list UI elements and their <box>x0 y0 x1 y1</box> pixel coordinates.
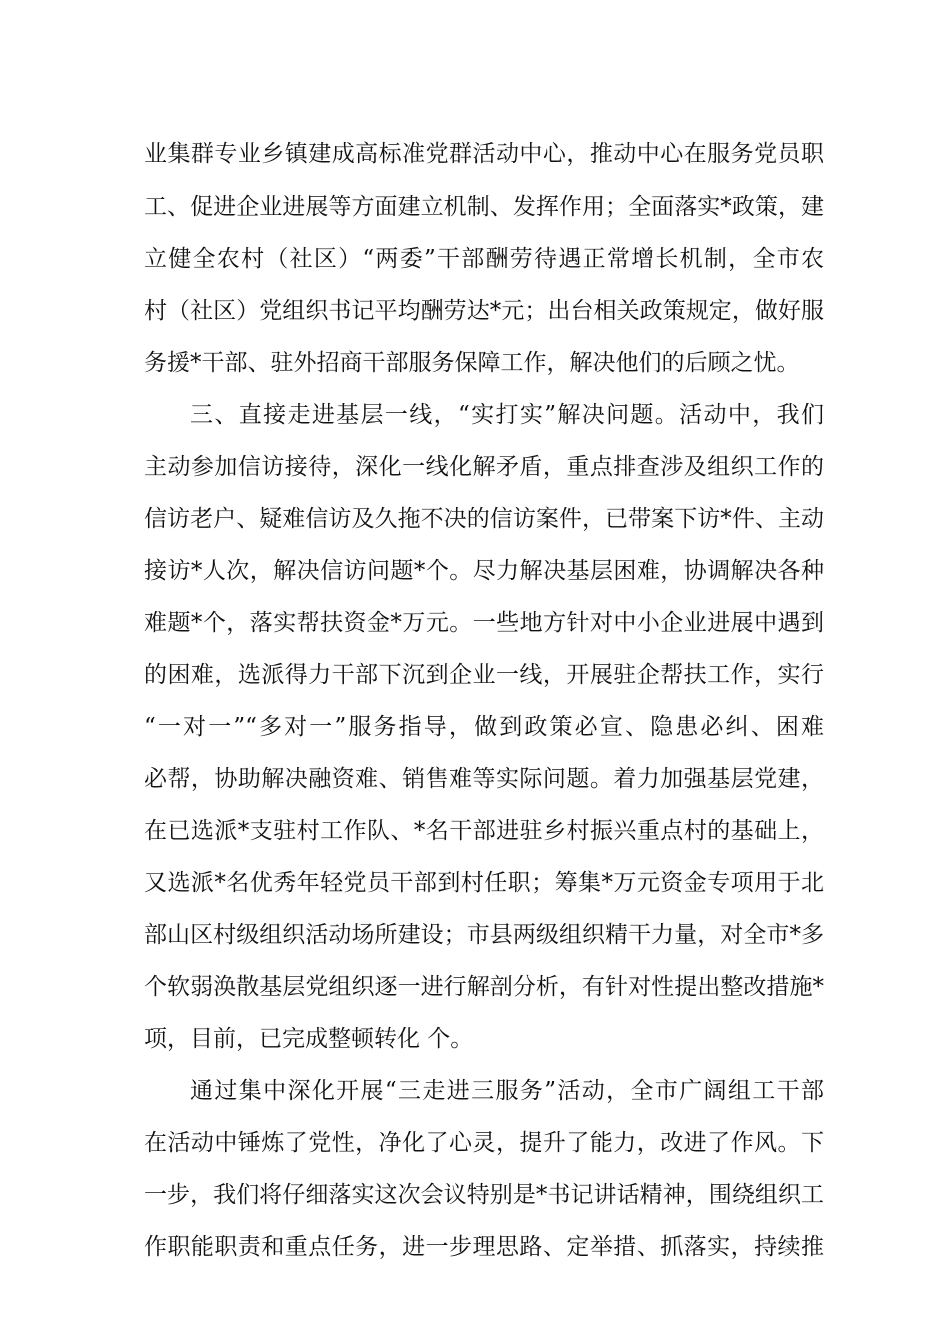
paragraph-line: 业集群专业乡镇建成高标准党群活动中心，推动中心在服务党员职 <box>144 141 824 167</box>
paragraph-line: 项，目前，已完成整顿转化 个。 <box>144 1026 474 1052</box>
paragraph-first-line: 三、直接走进基层一线，“实打实”解决问题。活动中，我们 <box>190 402 824 428</box>
paragraph-line: 难题*个，落实帮扶资金*万元。一些地方针对中小企业进展中遇到 <box>144 610 824 636</box>
paragraph-line: “一对一”“多对一”服务指导，做到政策必宣、隐患必纠、困难 <box>144 714 824 740</box>
paragraph-line: 信访老户、疑难信访及久拖不决的信访案件，已带案下访*件、主动 <box>144 506 824 532</box>
paragraph-line: 在已选派*支驻村工作队、*名干部进驻乡村振兴重点村的基础上， <box>144 818 824 844</box>
paragraph-line: 部山区村级组织活动场所建设；市县两级组织精干力量，对全市*多 <box>144 922 824 948</box>
paragraph-line: 又选派*名优秀年轻党员干部到村任职；筹集*万元资金专项用于北 <box>144 870 824 896</box>
paragraph-line: 务援*干部、驻外招商干部服务保障工作，解决他们的后顾之忧。 <box>144 350 800 376</box>
paragraph-line: 主动参加信访接待，深化一线化解矛盾，重点排查涉及组织工作的 <box>144 454 824 480</box>
paragraph-line: 在活动中锤炼了党性，净化了心灵，提升了能力，改进了作风。下 <box>144 1130 824 1156</box>
paragraph-first-line: 通过集中深化开展“三走进三服务”活动，全市广阔组工干部 <box>190 1078 824 1104</box>
paragraph-line: 接访*人次，解决信访问题*个。尽力解决基层困难，协调解决各种 <box>144 558 824 584</box>
paragraph-line: 必帮，协助解决融资难、销售难等实际问题。着力加强基层党建， <box>144 766 824 792</box>
paragraph-line: 一步，我们将仔细落实这次会议特别是*书记讲话精神，围绕组织工 <box>144 1182 824 1208</box>
paragraph-line: 个软弱涣散基层党组织逐一进行解剖分析，有针对性提出整改措施* <box>144 974 824 1000</box>
paragraph-line: 立健全农村（社区）“两委”干部酬劳待遇正常增长机制，全市农 <box>144 246 824 272</box>
paragraph-line: 工、促进企业进展等方面建立机制、发挥作用；全面落实*政策，建 <box>144 194 824 220</box>
paragraph-line: 的困难，选派得力干部下沉到企业一线，开展驻企帮扶工作，实行 <box>144 662 824 688</box>
paragraph-line: 村（社区）党组织书记平均酬劳达*元；出台相关政策规定，做好服 <box>144 298 824 324</box>
paragraph-line: 作职能职责和重点任务，进一步理思路、定举措、抓落实，持续推 <box>144 1234 824 1260</box>
